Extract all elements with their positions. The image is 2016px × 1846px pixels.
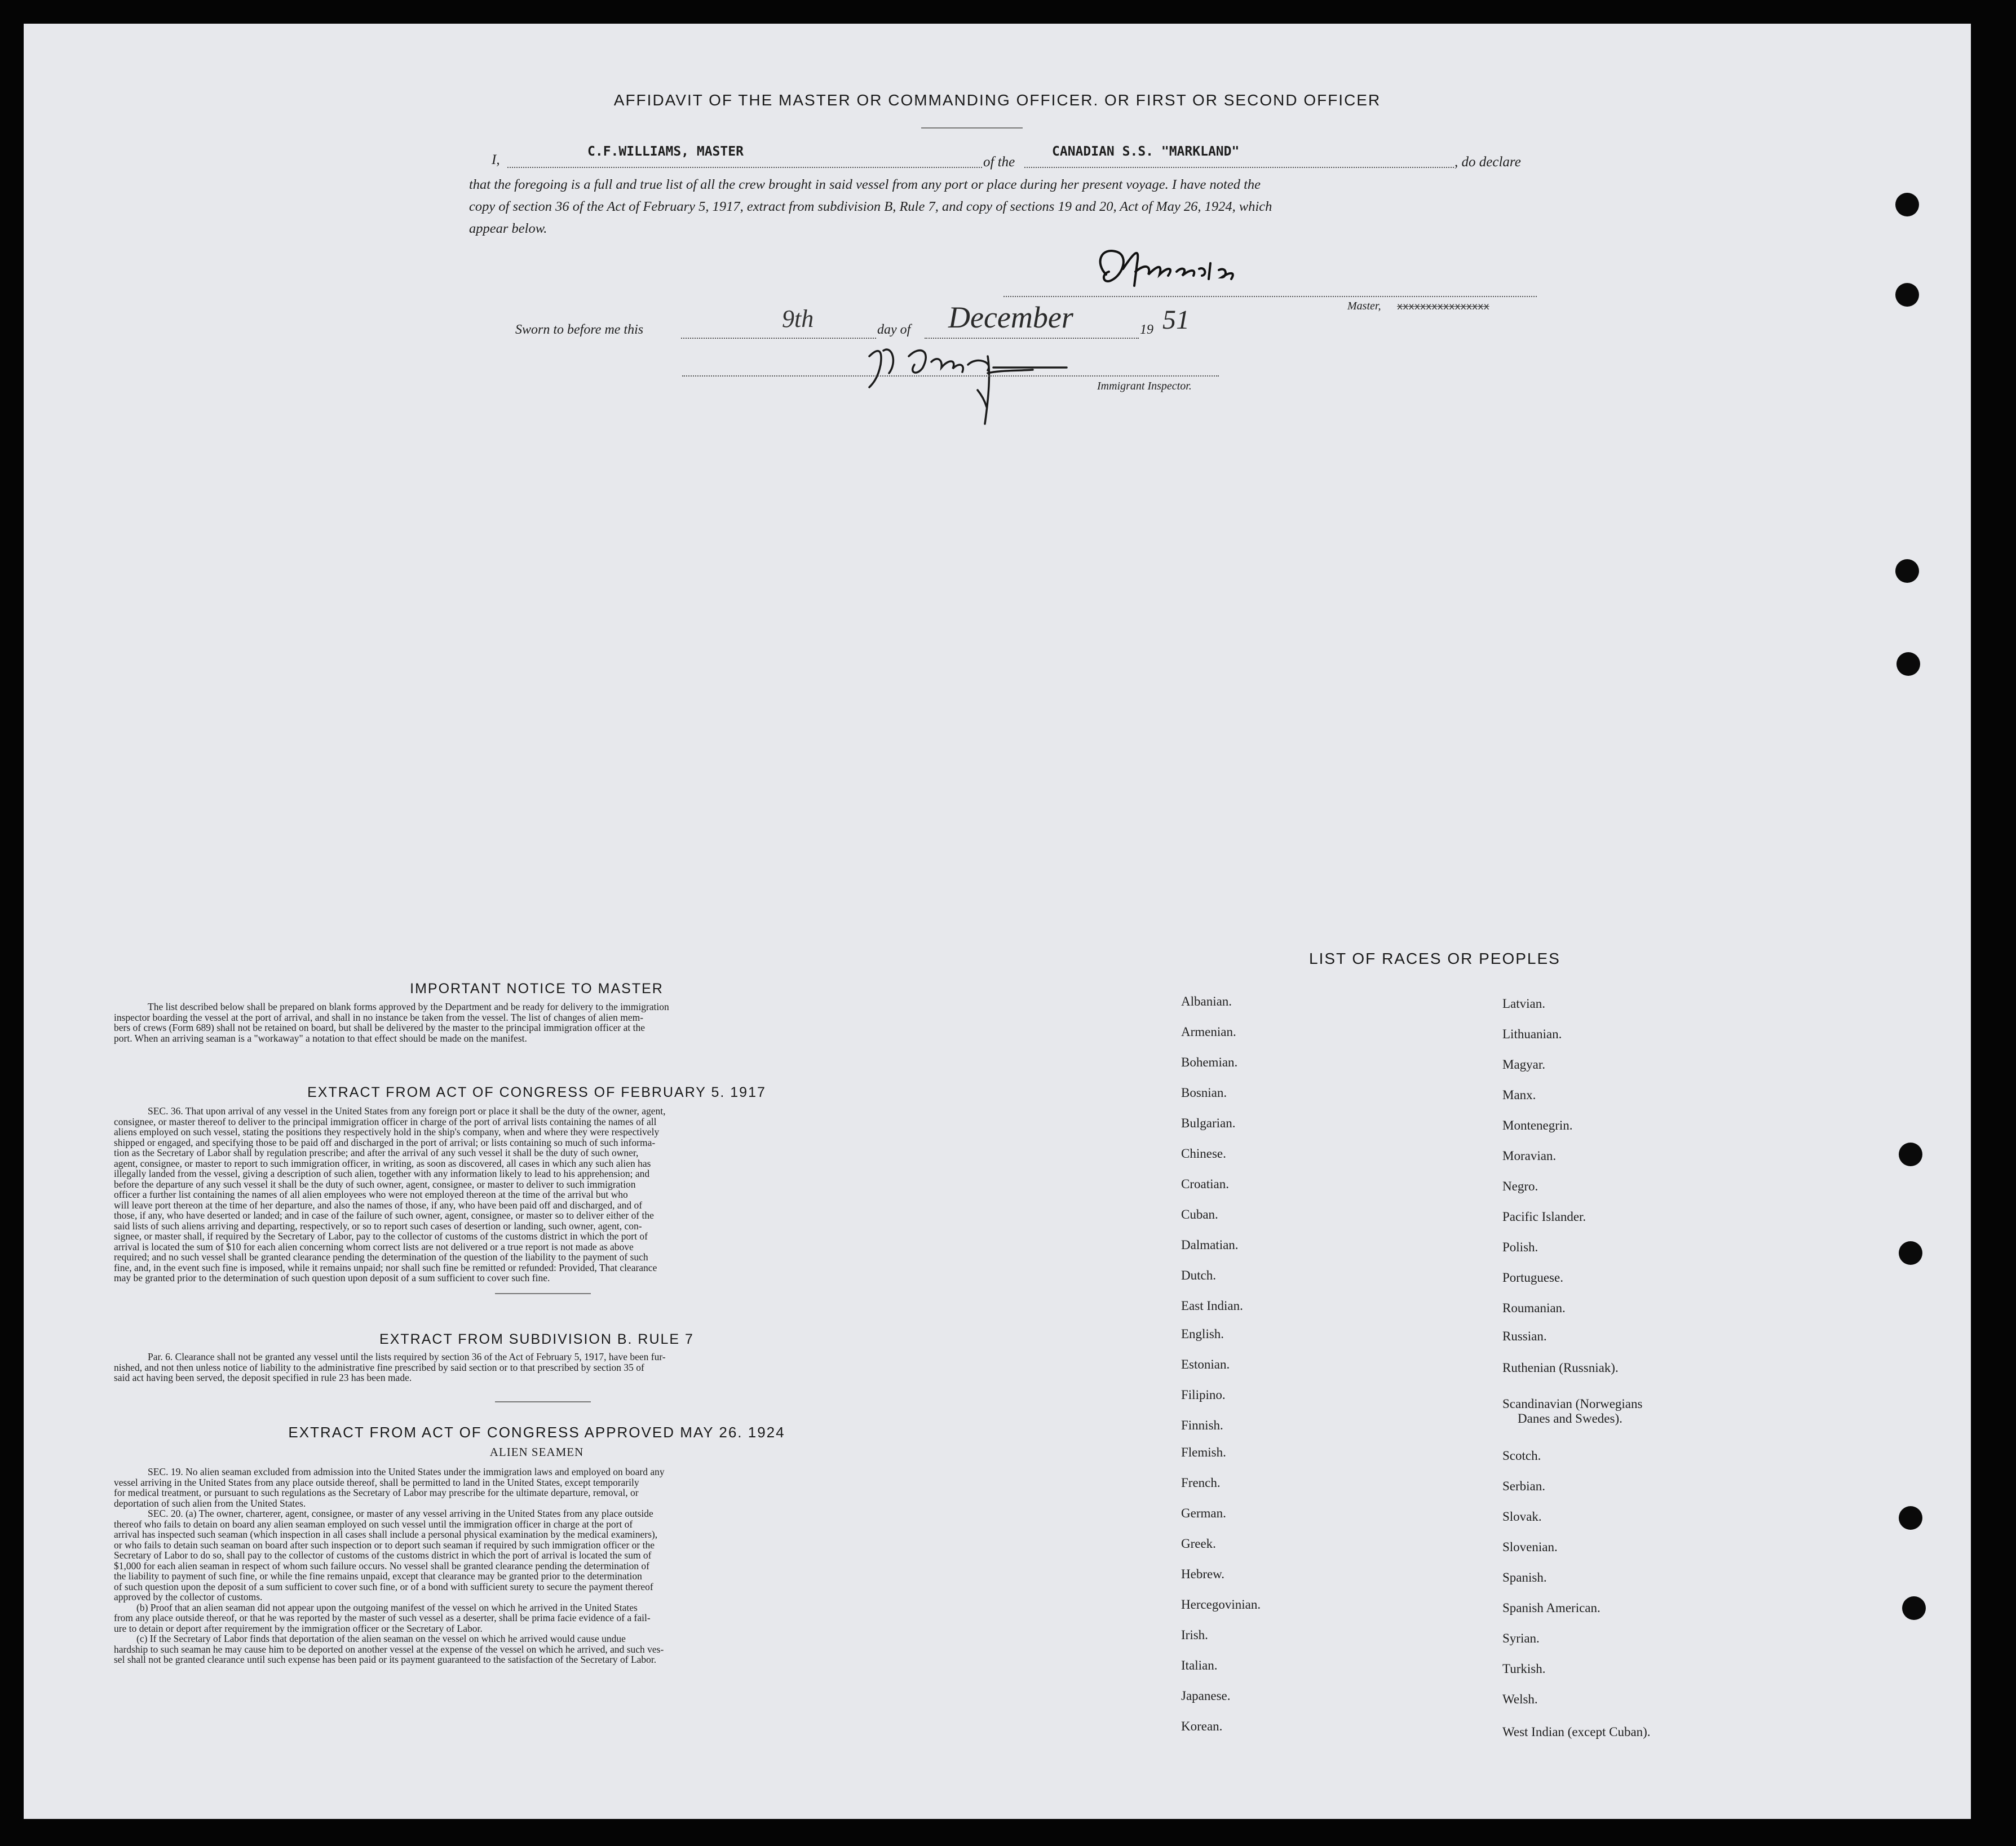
race-item: Polish. (1502, 1240, 1538, 1254)
race-item: Armenian. (1181, 1025, 1236, 1039)
divider (495, 1293, 591, 1294)
race-item: Bulgarian. (1181, 1116, 1236, 1130)
extract-1924-line: Secretary of Labor to do so, shall pay to the collector of customs of the customs district in which the port of arrival is located the sum of (114, 1550, 652, 1561)
extract-1924-line: SEC. 20. (a) The owner, charterer, agent, consignee, or master of any vessel arriving in the United States from any place outside (148, 1508, 653, 1519)
race-item: Danes and Swedes). (1518, 1411, 1622, 1426)
race-item: Spanish. (1502, 1570, 1547, 1584)
race-item: Scandinavian (Norwegians (1502, 1397, 1643, 1411)
year-value: 51 (1162, 305, 1190, 335)
extract-1924-line: approved by the collector of customs. (114, 1591, 263, 1602)
race-item: Serbian. (1502, 1479, 1546, 1493)
inspector-signature-line (682, 375, 1219, 377)
race-item: Slovak. (1502, 1509, 1542, 1524)
rule7-line: Par. 6. Clearance shall not be granted any vessel until the lists required by section 36 of the Act of February 5, 1917, have been fur- (148, 1351, 666, 1362)
race-item: Croatian. (1181, 1177, 1229, 1191)
extract-1917-line: SEC. 36. That upon arrival of any vessel in the United States from any foreign port or place it shall be the duty of the owner, agent, (148, 1105, 666, 1117)
extract-1917-text (114, 1106, 960, 1283)
race-item: Italian. (1181, 1658, 1218, 1672)
race-item: Magyar. (1502, 1057, 1546, 1072)
extract-1917-line: fine, and, in the event such fine is imposed, while it remains unpaid; nor shall such fine be remitted or refunded: Provided, That clearance (114, 1261, 657, 1273)
of-the-label: of the (983, 154, 1015, 170)
race-item: Slovenian. (1502, 1540, 1558, 1554)
inspector-label: Immigrant Inspector. (1097, 380, 1192, 392)
race-item: Estonian. (1181, 1357, 1230, 1371)
rule7-text (114, 1352, 960, 1383)
year-prefix: 19 (1140, 322, 1153, 337)
extract-1924-line: hardship to such seaman he may cause him to be deported on another vessel at the expense of the vessel on which he arrived, and such ves- (114, 1643, 664, 1655)
extract-1924-line: $1,000 for each alien seaman in respect of whom such failure occurs. No vessel shall be granted clearance pending the determination of (114, 1560, 649, 1571)
extract-1924-line: sel shall not be granted clearance until such expense has been paid or its payment guaranteed to the satisfaction of the Secretary of Labor. (114, 1654, 657, 1665)
race-item: Ruthenian (Russniak). (1502, 1361, 1619, 1375)
race-item: English. (1181, 1327, 1224, 1341)
race-item: Portuguese. (1502, 1270, 1563, 1285)
race-item: East Indian. (1181, 1299, 1243, 1313)
inspector-signature (858, 334, 1117, 435)
punch-hole (1902, 1596, 1926, 1620)
race-item: Albanian. (1181, 994, 1232, 1008)
master-name-value: C.F.WILLIAMS, MASTER (587, 144, 744, 159)
race-item: Hercegovinian. (1181, 1597, 1261, 1612)
extract-1924-line: arrival has inspected such seaman (which inspection in all cases shall include a personal physical examination by the medical examiners), (114, 1529, 658, 1540)
extract-1924-line: the liability to payment of such fine, or while the fine remains unpaid, except that clearance may be granted prior to the determination (114, 1570, 642, 1582)
extract-1924-line: for medical treatment, or pursuant to such regulations as the Secretary of Labor may prescribe for the ultimate departure, removal, or (114, 1487, 639, 1498)
extract-1924-line: (b) Proof that an alien seaman did not appear upon the outgoing manifest of the vessel on which he arrived in the United States (136, 1601, 638, 1613)
race-item: Dutch. (1181, 1268, 1216, 1282)
race-item: Roumanian. (1502, 1301, 1566, 1315)
day-field-line (681, 338, 876, 339)
race-item: Syrian. (1502, 1631, 1540, 1645)
punch-hole (1895, 193, 1919, 216)
races-title: LIST OF RACES OR PEOPLES (1309, 950, 1560, 967)
notice-line: port. When an arriving seaman is a "workaway" a notation to that effect should be made on the manifest. (114, 1032, 527, 1044)
extract-1917-line: before the departure of any such vessel it shall be the duty of such owner, agent, consignee, or master to deliver to such immigration (114, 1178, 636, 1190)
declaration-line-1: that the foregoing is a full and true list of all the crew brought in said vessel from any port or place during her present voyage. I have noted the (469, 177, 1261, 192)
race-item: Greek. (1181, 1537, 1216, 1551)
punch-hole (1899, 1143, 1922, 1166)
race-item: Filipino. (1181, 1388, 1226, 1402)
notice-title: IMPORTANT NOTICE TO MASTER (410, 981, 664, 997)
extract-1917-line: arrival is located the sum of $10 for each alien concerning whom correct lists are not delivered or a true report is not made as above (114, 1241, 634, 1252)
day-of-label: day of (877, 322, 911, 337)
extract-1924-line: (c) If the Secretary of Labor finds that deportation of the alien seaman on the vessel on which he arrived would cause undue (136, 1633, 626, 1644)
master-struck-text: xxxxxxxxxxxxxxxx (1397, 301, 1489, 312)
extract-1924-line: deportation of such alien from the United States. (114, 1497, 306, 1509)
punch-hole (1895, 283, 1919, 307)
race-item: Bohemian. (1181, 1055, 1238, 1069)
race-item: Japanese. (1181, 1689, 1231, 1703)
race-item: German. (1181, 1506, 1226, 1520)
affidavit-title: AFFIDAVIT OF THE MASTER OR COMMANDING OFFICER. OR FIRST OR SECOND OFFICER (613, 91, 1381, 109)
race-item: West Indian (except Cuban). (1502, 1725, 1651, 1739)
extract-1917-line: illegally landed from the vessel, giving a description of such alien, together with any information likely to lead to his apprehension; and (114, 1168, 650, 1179)
divider (921, 127, 1023, 129)
rule7-line: nished, and not then unless notice of liability to the administrative fine prescribed by said section or to that prescribed by section 35 of (114, 1361, 644, 1373)
punch-hole (1896, 652, 1920, 676)
declaration-line-2: copy of section 36 of the Act of February 5, 1917, extract from subdivision B, Rule 7, and copy of sections 19 and 20, Act of May 26, 1924, which (469, 199, 1272, 214)
race-item: French. (1181, 1476, 1221, 1490)
extract-1924-line: or who fails to detain such seaman on board after such inspection or to deport such seaman if required by such immigration officer or the (114, 1539, 655, 1551)
extract-1917-line: signee, or master shall, if required by the Secretary of Labor, pay to the collector of customs of the customs district in which the port of (114, 1230, 648, 1242)
race-item: Finnish. (1181, 1418, 1223, 1432)
extract-1917-line: said lists of such aliens arriving and departing, respectively, or so to report such cases of desertion or landing, such owner, agent, con- (114, 1220, 642, 1232)
extract-1924-line: vessel arriving in the United States from any place outside thereof, shall be permitted to land in the United States, except temporarily (114, 1476, 639, 1488)
race-item: Latvian. (1502, 997, 1545, 1011)
extract-1924-text (114, 1467, 960, 1665)
master-signature-line (1003, 296, 1537, 297)
extract-1924-line: of such question upon the deposit of a sum sufficient to cover such fine, or of a bond with sufficient surety to secure the payment thereof (114, 1581, 653, 1592)
punch-hole (1895, 559, 1919, 583)
notice-text (114, 1002, 960, 1043)
master-signature (1084, 241, 1309, 303)
race-item: Welsh. (1502, 1692, 1538, 1706)
extract-1924-title: EXTRACT FROM ACT OF CONGRESS APPROVED MAY 26. 1924 (288, 1424, 785, 1441)
rule7-title: EXTRACT FROM SUBDIVISION B. RULE 7 (379, 1331, 694, 1347)
extract-1917-line: consignee, or master thereof to deliver to the principal immigration officer in charge of the port of arrival lists containing the names of all (114, 1115, 657, 1127)
race-item: Montenegrin. (1502, 1118, 1573, 1132)
race-item: Pacific Islander. (1502, 1210, 1586, 1224)
punch-hole (1899, 1241, 1922, 1265)
extract-1924-line: thereof who fails to detain on board any alien seaman employed on such vessel until the immigration officer in charge at the port of (114, 1518, 633, 1530)
month-value: December (948, 300, 1073, 334)
race-item: Russian. (1502, 1329, 1547, 1343)
name-field-line (507, 167, 982, 168)
notice-line: bers of crews (Form 689) shall not be retained on board, but shall be delivered by the master to the principal immigration officer at the (114, 1022, 645, 1033)
race-item: Spanish American. (1502, 1601, 1601, 1615)
race-item: Manx. (1502, 1088, 1536, 1102)
extract-1917-line: agent, consignee, or master to report to such immigration officer, in writing, as soon as discovered, all cases in which any such alien has (114, 1157, 651, 1169)
extract-1924-line: ure to detain or deport after requirement by the immigration officer or the Secretary of Labor. (114, 1622, 483, 1634)
extract-1917-line: required; and no such vessel shall be granted clearance pending the determination of the question of the liability to the payment of such (114, 1251, 648, 1263)
extract-1917-line: may be granted prior to the determination of such question upon deposit of a sum sufficient to cover such fine. (114, 1272, 550, 1283)
race-item: Irish. (1181, 1628, 1208, 1642)
race-item: Cuban. (1181, 1207, 1218, 1221)
extract-1924-line: SEC. 19. No alien seaman excluded from admission into the United States under the immigration laws and employed on board any (148, 1466, 665, 1477)
race-item: Hebrew. (1181, 1567, 1225, 1581)
race-item: Moravian. (1502, 1149, 1557, 1163)
extract-1917-line: tion as the Secretary of Labor shall by regulation prescribe; and after the arrival of any such vessel it shall be the duty of such owner, (114, 1147, 639, 1158)
race-item: Scotch. (1502, 1449, 1541, 1463)
day-value: 9th (782, 305, 814, 333)
race-item: Lithuanian. (1502, 1027, 1562, 1041)
race-item: Flemish. (1181, 1445, 1226, 1459)
master-label: Master, (1347, 300, 1381, 312)
extract-1917-line: officer a further list containing the names of all alien employees who were not employed thereon at the time of the arrival but who (114, 1189, 628, 1200)
rule7-line: said act having been served, the deposit specified in rule 23 has been made. (114, 1372, 412, 1383)
vessel-name-value: CANADIAN S.S. "MARKLAND" (1052, 144, 1240, 159)
race-item: Turkish. (1502, 1662, 1546, 1676)
race-item: Negro. (1502, 1179, 1538, 1193)
punch-hole (1899, 1506, 1922, 1530)
extract-1917-line: will leave port thereon at the time of her departure, and also the names of those, if any, who have been paid off and discharged, and of (114, 1199, 643, 1211)
sworn-label: Sworn to before me this (515, 322, 644, 337)
affidavit-i: I, (492, 152, 500, 167)
notice-line: inspector boarding the vessel at the port of arrival, and shall in no instance be taken from the vessel. The list of changes of alien mem- (114, 1011, 644, 1023)
extract-1917-title: EXTRACT FROM ACT OF CONGRESS OF FEBRUARY 5. 1917 (307, 1084, 766, 1100)
divider (495, 1401, 591, 1402)
extract-1917-line: those, if any, who have deserted or landed; and in case of the failure of such owner, agent, consignee, or master so to deliver either of the (114, 1210, 654, 1221)
extract-1917-line: shipped or engaged, and specifying those to be paid off and discharged in the port of arrival; or lists containing so much of such informa- (114, 1136, 656, 1148)
extract-1924-line: from any place outside thereof, or that he was reported by the master of such vessel as a deserter, shall be prima facie evidence of a fail- (114, 1612, 651, 1623)
document-page (24, 24, 1971, 1819)
race-item: Chinese. (1181, 1146, 1226, 1161)
do-declare-label: , do declare (1454, 154, 1521, 170)
notice-line: The list described below shall be prepared on blank forms approved by the Department and be ready for delivery to the immigration (148, 1001, 669, 1012)
race-item: Korean. (1181, 1719, 1223, 1733)
extract-1924-subtitle: ALIEN SEAMEN (489, 1445, 584, 1459)
extract-1917-line: aliens employed on such vessel, stating the positions they respectively hold in the ship's company, when and where they were respectively (114, 1126, 660, 1137)
vessel-field-line (1024, 167, 1454, 168)
declaration-line-3: appear below. (469, 221, 547, 236)
race-item: Dalmatian. (1181, 1238, 1239, 1252)
race-item: Bosnian. (1181, 1086, 1227, 1100)
